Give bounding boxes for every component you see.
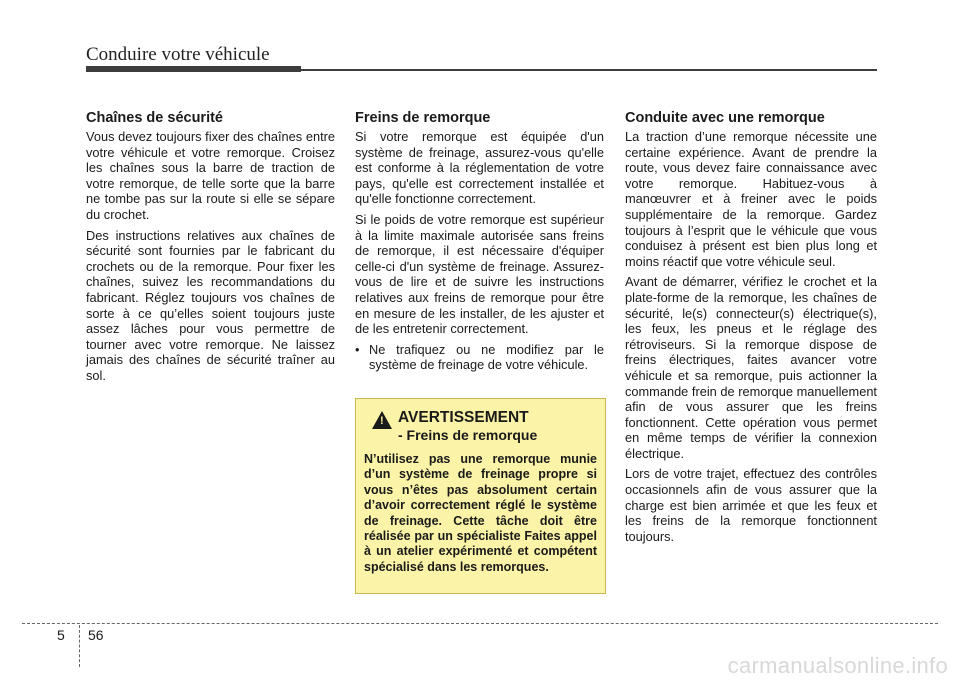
paragraph: Avant de démarrer, vérifiez le crochet et la plate-forme de la remorque, les chaînes de sécurité, le(s) connecteur(s) électrique(s), les feux, les pneus et le réglage des rétroviseurs. Si la remorque dispose de freins électriques, faites avancer votre véhicule et sa remorque, puis actionner la commande frein de remorque manuellement afin de vous assurer que les freins fonctionnent. Cette opération vous permet en même temps de vérifier la connexion électrique. — [625, 274, 877, 461]
column-safety-chains — [86, 110, 335, 389]
page-number: 56 — [88, 627, 104, 643]
header-rule-thick — [86, 66, 301, 72]
paragraph: Si votre remorque est équipée d'un système de freinage, assurez-vous qu'elle est conforme à la réglementation de votre pays, qu'elle est correctement installée et qu'elle fonctionne correctement. — [355, 129, 604, 207]
bullet-dot: • — [355, 341, 360, 357]
warning-triangle-icon: ! — [372, 411, 392, 429]
warning-text: N’utilisez pas une remorque munie d’un système de freinage propre si vous n’êtes pas absolument certain d’avoir correctement réglé le système de freinage. Cette tâche doit être réalisée par un spécialiste Faites appel à un atelier expérimenté et compétent spécialisé dans les remorques. — [364, 452, 597, 574]
header-rule-thin — [301, 69, 877, 71]
heading-trailer-brakes: Freins de remorque — [355, 110, 491, 126]
warning-box — [355, 398, 606, 594]
heading-safety-chains: Chaînes de sécurité — [86, 110, 223, 126]
paragraph: Vous devez toujours fixer des chaînes entre votre véhicule et votre remorque. Croisez les chaînes sous la barre de traction de votre remorque, de telle sorte que la barre ne tombe pas sur la route si elle se sépare du crochet. — [86, 129, 335, 222]
paragraph: Si le poids de votre remorque est supérieur à la limite maximale autorisée sans freins de remorque, il est nécessaire d'équiper celle-ci d'un système de freinage. Assurez-vous de lire et de suivre les instructions relatives aux freins de remorque pour être en mesure de les installer, de les ajuster et de les entretenir correctement. — [355, 211, 604, 337]
paragraph: Lors de votre trajet, effectuez des contrôles occasionnels afin de vous assurer que la charge est bien arrimée et que les feux et les freins de la remorque fonctionnent toujours. — [625, 466, 877, 544]
footer-divider — [79, 625, 80, 667]
chapter-number: 5 — [57, 627, 65, 643]
column-trailer-brakes — [355, 110, 604, 373]
bullet-text: Ne trafiquez ou ne modifiez par le système de freinage de votre véhicule. — [369, 341, 604, 373]
heading-driving-with-trailer: Conduite avec une remorque — [625, 110, 825, 126]
bullet-item — [355, 342, 604, 373]
paragraph: La traction d’une remorque nécessite une certaine expérience. Avant de prendre la route, vous devez faire connaissance avec votre remorque. Habituez-vous à manœuvrer et à freiner avec le poids supplémentaire de la remorque. Gardez toujours à l’esprit que le véhicule que vous conduisez à présent est bien plus long et moins réactif que votre véhicule seul. — [625, 129, 877, 269]
warning-subtitle: - Freins de remorque — [398, 427, 538, 443]
watermark: carmanualsonline.info — [727, 653, 948, 678]
warning-title: AVERTISSEMENT — [398, 409, 529, 426]
footer-rule — [22, 623, 938, 624]
column-driving-with-trailer — [625, 110, 877, 549]
paragraph: Des instructions relatives aux chaînes de sécurité sont fournies par le fabricant du crochets ou de la remorque. Pour fixer les chaînes, suivez les recommandations du fabricant. Réglez toujours vos chaînes de sorte à ce qu’elles soient toujours juste assez lâches pour vous permettre de tourner avec votre remorque. Ne laissez jamais des chaînes de sécurité traîner au sol. — [86, 227, 335, 383]
page-header-title: Conduire votre véhicule — [86, 44, 270, 65]
warning-header — [364, 409, 597, 444]
